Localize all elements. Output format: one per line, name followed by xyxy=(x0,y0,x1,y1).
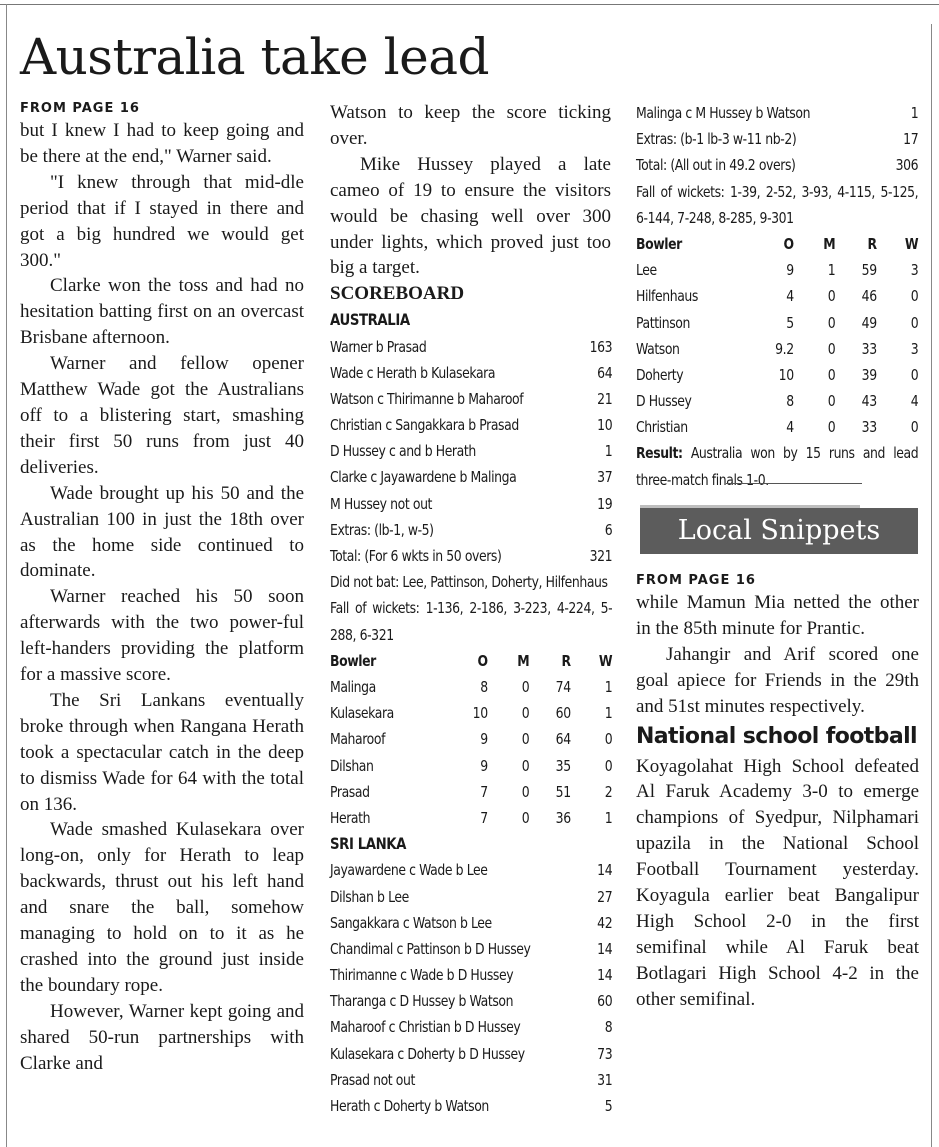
bowling-row: Kulasekara 10 0 60 1 xyxy=(330,704,613,723)
paragraph: "I knew through that mid-dle period that if I stayed in there and got a big hundred we would get 300." xyxy=(20,171,304,271)
paragraph: Jahangir and Arif scored one goal apiece for Friends in the 29th and 51st minutes respectively. xyxy=(636,643,919,717)
extras-row: Extras: (b-1 lb-3 w-11 nb-2) 17 xyxy=(636,130,919,149)
batting-row: Herath c Doherty b Watson 5 xyxy=(330,1097,613,1116)
paragraph: Wade smashed Kulasekara over long-on, only for Herath to leap backwards, thrust out his left hand and snare the ball, somehow managing to hold on to it as he crashed into the ground just inside the boundary rope. xyxy=(20,819,304,996)
batting-row: Warner b Prasad 163 xyxy=(330,337,613,356)
paragraph: Clarke won the toss and had no hesitation batting first on an overcast Brisbane afternoon. xyxy=(20,275,304,349)
batting-row: Christian c Sangakkara b Prasad 10 xyxy=(330,416,613,435)
extras-row: Extras: (lb-1, w-5) 6 xyxy=(330,520,613,539)
batting-row: D Hussey c and b Herath 1 xyxy=(330,442,613,461)
team-heading-australia: AUSTRALIA xyxy=(330,310,410,330)
paragraph: Mike Hussey played a late cameo of 19 to ensure the visitors would be chasing well over 300 under lights, which proved just too big a target. xyxy=(330,153,611,279)
bowling-row: D Hussey 8 0 43 4 xyxy=(636,392,919,411)
bowling-header: Bowler O M R W xyxy=(636,234,919,253)
batting-row: Wade c Herath b Kulasekara 64 xyxy=(330,363,613,382)
batting-row: Clarke c Jayawardene b Malinga 37 xyxy=(330,468,613,487)
batting-row: Maharoof c Christian b D Hussey 8 xyxy=(330,1018,613,1037)
batting-row: Sangakkara c Watson b Lee 42 xyxy=(330,913,613,932)
article-column-2 xyxy=(330,100,611,1119)
bowling-row: Hilfenhaus 4 0 46 0 xyxy=(636,287,919,306)
bowling-row: Doherty 10 0 39 0 xyxy=(636,365,919,384)
batting-row: Thirimanne c Wade b D Hussey 14 xyxy=(330,966,613,985)
batting-row: M Hussey not out 19 xyxy=(330,494,613,513)
batting-row: Prasad not out 31 xyxy=(330,1070,613,1089)
total-row: Total: (For 6 wkts in 50 overs) 321 xyxy=(330,547,613,566)
paragraph: but I knew I had to keep going and be there at the end," Warner said. xyxy=(20,120,304,167)
bowling-row: Maharoof 9 0 64 0 xyxy=(330,730,613,749)
right-rule xyxy=(931,24,932,1147)
article-column-3 xyxy=(636,100,919,493)
batting-row: Chandimal c Pattinson b D Hussey 14 xyxy=(330,939,613,958)
bowling-header: Bowler O M R W xyxy=(330,651,613,670)
article-column-1 xyxy=(20,100,304,1077)
bowling-row: Pattinson 5 0 49 0 xyxy=(636,313,919,332)
paragraph: Wade brought up his 50 and the Australian 100 in just the 18th over as the home side continued to dominate. xyxy=(20,482,304,582)
paragraph: The Sri Lankans eventually broke through when Rangana Herath took a spectacular catch in the deep to dismiss Wade for 64 with the total on 136. xyxy=(20,689,304,815)
paragraph: while Mamun Mia netted the other in the 85th minute for Prantic. xyxy=(636,592,919,639)
batting-row: Tharanga c D Hussey b Watson 60 xyxy=(330,992,613,1011)
headline: Australia take lead xyxy=(20,28,490,86)
subheading-national-school-football: National school football xyxy=(636,723,917,749)
bowling-row: Dilshan 9 0 35 0 xyxy=(330,756,613,775)
article-continuation xyxy=(330,100,611,281)
scoreboard-continued xyxy=(636,100,918,493)
match-result: Result: Australia won by 15 runs and lead three-match finals 1-0. xyxy=(636,444,919,489)
batting-row: Kulasekara c Doherty b D Hussey 73 xyxy=(330,1044,613,1063)
fall-of-wickets: Fall of wickets: 1-39, 2-52, 3-93, 4-115, 5-125, 6-144, 7-248, 8-285, 9-301 xyxy=(636,182,919,227)
section-banner-local-snippets: Local Snippets xyxy=(640,508,918,554)
bowling-row: Lee 9 1 59 3 xyxy=(636,261,919,280)
left-rule xyxy=(6,4,7,1147)
paragraph: Koyagolahat High School defeated Al Faruk Academy 3-0 to emerge champions of Syedpur, Nilphamari upazila in the National School Football Tournament yesterday. Koyagula earlier beat Bangalipur High School 2-0 in the first semifinal while Al Faruk beat Botlagari High School 4-2 in the other semifinal. xyxy=(636,755,919,1010)
local-snippets-column xyxy=(636,572,919,1013)
paragraph: Watson to keep the score ticking over. xyxy=(330,102,611,149)
batting-row: Jayawardene c Wade b Lee 14 xyxy=(330,861,613,880)
paragraph: Warner reached his 50 soon afterwards with the two power-ful left-handers providing the platform for a massive score. xyxy=(20,586,304,686)
batting-row: Watson c Thirimanne b Maharoof 21 xyxy=(330,389,613,408)
top-rule xyxy=(0,4,939,5)
batting-row: Dilshan b Lee 27 xyxy=(330,887,613,906)
bowling-row: Malinga 8 0 74 1 xyxy=(330,678,613,697)
bowling-row: Watson 9.2 0 33 3 xyxy=(636,339,919,358)
kicker-from-page: FROM PAGE 16 xyxy=(636,573,756,588)
batting-row: Malinga c M Hussey b Watson 1 xyxy=(636,104,919,122)
paragraph: Warner and fellow opener Matthew Wade got the Australians off to a blistering start, smashing their first 50 runs from just 40 deliveries. xyxy=(20,353,304,478)
bowling-row: Prasad 7 0 51 2 xyxy=(330,782,613,801)
team-heading-sri-lanka: SRI LANKA xyxy=(330,834,407,854)
divider xyxy=(726,483,862,484)
bowling-row: Herath 7 0 36 1 xyxy=(330,808,613,827)
did-not-bat: Did not bat: Lee, Pattinson, Doherty, Hilfenhaus xyxy=(330,573,608,592)
bowling-row: Christian 4 0 33 0 xyxy=(636,418,919,437)
paragraph: However, Warner kept going and shared 50-run partnerships with Clarke and xyxy=(20,1000,304,1074)
total-row: Total: (All out in 49.2 overs) 306 xyxy=(636,156,919,175)
fall-of-wickets: Fall of wickets: 1-136, 2-186, 3-223, 4-224, 5-288, 6-321 xyxy=(330,599,613,644)
kicker-from-page: FROM PAGE 16 xyxy=(20,101,140,116)
scoreboard xyxy=(330,307,612,1119)
scoreboard-title: SCOREBOARD xyxy=(330,283,465,305)
